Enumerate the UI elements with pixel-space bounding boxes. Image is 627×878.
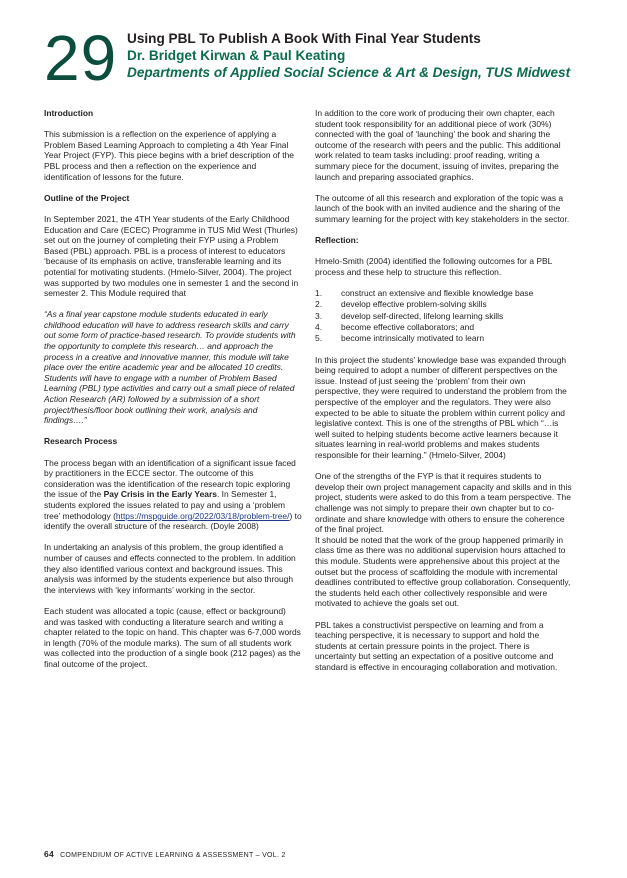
footer-text: COMPENDIUM OF ACTIVE LEARNING & ASSESSMENT – VOL. 2	[60, 852, 286, 859]
research-text-b: . In Semester 1, students explored the issues related to pay and using a ‘problem tree’ methodology (	[44, 489, 286, 521]
research-text-c: ) to identify the overall structure of the research. (Doyle 2008)	[44, 510, 302, 532]
outline-heading: Outline of the Project	[44, 192, 130, 203]
list-item: 3. develop self-directed, lifelong learning skills	[315, 310, 504, 321]
right-paragraph-2: The outcome of all this research and exploration of the topic was a launch of the book with an invited audience and the sharing of the summary learning for the project with key stakeholders in the sector.	[315, 192, 570, 224]
right-paragraph-6: It should be noted that the work of the group happened primarily in class time as there was no additional supervision hours attached to this module. Students were apprehensive about this project at the outset but the process of scaffolding the module with incremental deadlines contributed to effective group collaboration. Consequently, the students held each other collectively responsible and were motivated to achieve the goals set out.	[315, 534, 571, 609]
research-heading: Research Process	[44, 436, 118, 447]
right-paragraph-3: Hmelo-Smith (2004) identified the following outcomes for a PBL process and these help to structure this reflection.	[315, 256, 552, 277]
module-quote: “As a final year capstone module students educated in early childhood education will have to address research skills and carry out some form of practice-based research. To provide students with the opportunity to complete this research… and approach the process in a creative and innovative manner, this module will take place over the entire academic year and be allocated 10 credits. Students will have to engage with a number of Problem Based Learning (PBL) type activities and carry out a small piece of related Action Research (AR) followed by a submission of a short project/thesis/floor book outlining their work, analysis and findings….”	[44, 309, 296, 426]
right-paragraph-4: In this project the students’ knowledge base was expanded through being required to adopt a number of different perspectives on the issue. Instead of just seeing the ‘problem’ from their own perspective, they were required to understand the problem from the perspective of the employer and the regulators. They were also expected to be able to situate the problem within current policy and legislative context. This is one of the strengths of PBL which “…is well suited to helping students become active learners because it situates learning in real-world problems and makes students responsible for their learning.” (Hmelo-Silver, 2004)	[315, 354, 567, 461]
right-paragraph-5: One of the strengths of the FYP is that it requires students to develop their own project management capacity and skills and in this project, students were asked to do this from a team perspective. The challenge was not simply to prepare their own chapter but to co-ordinate and share knowledge with others to ensure the coherence of the final project.	[315, 471, 572, 535]
list-item: 2. develop effective problem-solving skills	[315, 299, 487, 310]
outcomes-list	[315, 288, 573, 344]
introduction-heading: Introduction	[44, 108, 94, 118]
outline-paragraph: In September 2021, the 4TH Year students of the Early Childhood Education and Care (ECEC) Programme in TUS Mid West (Thurles) set out on the journey of completing their FYP using a Problem Based (PBL) approach. PBL is a process of interest to educators ‘because of its emphasis on active, transferable learning and its potential for motivating students. (Hmelo-Silver, 2004). The project was supported by two modules one in semester 1 and the second in semester 2. This Module required that	[44, 213, 299, 299]
right-paragraph-7: PBL takes a constructivist perspective on learning and from a teaching perspective, it is necessary to support and hold the students at certain pressure points in the project. There is uncertainty but setting an expectation of a positive outcome and standard is effective in encouraging collaboration and motivation.	[315, 619, 558, 672]
research-bold-topic: Pay Crisis in the Early Years	[103, 489, 217, 500]
problem-tree-link[interactable]: https://mspguide.org/2022/03/18/problem-tree/	[115, 510, 290, 521]
list-item: 1. construct an extensive and flexible knowledge base	[315, 288, 534, 299]
research-text-a: The process began with an identification of a significant issue faced by practitioners in the ECCE sector. The outcome of this consideration was the identification of the research topic exploring the issue of the	[44, 457, 296, 500]
right-column	[315, 108, 573, 683]
page-number: 64	[44, 849, 55, 859]
article-department: Departments of Applied Social Science & Art & Design, TUS Midwest	[127, 65, 571, 80]
reflection-heading: Reflection:	[315, 235, 359, 246]
left-column	[44, 108, 302, 680]
article-title: Using PBL To Publish A Book With Final Year Students	[127, 31, 481, 46]
research-paragraph-3: Each student was allocated a topic (cause, effect or background) and was tasked with conducting a literature search and writing a chapter related to the topic on hand. This chapter was 6-7,000 words in length (70% of the module marks). The sum of all students work was collected into the production of a single book (212 pages) as the final outcome of the project.	[44, 605, 301, 669]
research-paragraph-2: In undertaking an analysis of this problem, the group identified a number of causes and effects connected to the problem. In addition they also identified various context and background issues. This analysis was informed by the students experience but also through the interviews with ‘key informants’ working in the sector.	[44, 542, 296, 595]
right-paragraph-1: In addition to the core work of producing their own chapter, each student took responsibility for an additional piece of work (30%) connected with the goal of ‘launching’ the book and sharing the outcome of the research with peers and the public. This additional work related to team tasks including: proof reading, writing a summary piece for the document, issuing of invites, preparing the launch and preparing associated graphics.	[315, 108, 561, 182]
list-item: 5. become intrinsically motivated to learn	[315, 332, 485, 343]
list-item: 4. become effective collaborators; and	[315, 321, 475, 332]
chapter-number: 29	[44, 22, 118, 94]
article-authors: Dr. Bridget Kirwan & Paul Keating	[127, 48, 346, 63]
introduction-paragraph: This submission is a reflection on the experience of applying a Problem Based Learning Approach to completing a 4th Year Final Year Project (FYP). This piece begins with a brief description of the PBL process and then a reflection on the experience and identification of lessons for the future.	[44, 129, 294, 182]
page-footer	[44, 849, 286, 859]
research-paragraph-1	[44, 458, 302, 532]
article-header	[127, 30, 597, 81]
